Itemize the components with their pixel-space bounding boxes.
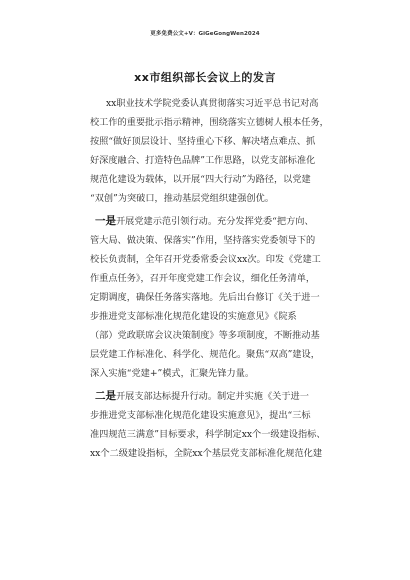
paragraph-1-line-1: xx职业技术学院党委认真贯彻落实习近平总书记对高 — [106, 98, 319, 109]
header-note: 更多免费公文+V：GiGeGongWen2024 — [150, 31, 260, 37]
paragraph-3-line-4: xx个二级建设指标，全院xx个基层党支部标准化规范化建 — [90, 448, 323, 459]
paragraph-2-lead: 一是 — [95, 215, 116, 227]
paragraph-3-line-1 — [95, 390, 351, 412]
paragraph-2-line-5: 定期调度，确保任务落实落地。先后出台修订《关于进一 — [90, 292, 320, 303]
paragraph-2-line-1 — [95, 215, 351, 237]
paragraph-2-line-4: 作重点任务》，召开年度党建工作会议，细化任务清单， — [90, 273, 316, 284]
paragraph-1-line-3: 按照“做好顶层设计、坚持重心下移、解决堵点难点、抓 — [90, 136, 316, 147]
paragraph-1-line-4: 好深度融合、打造特色品牌”工作思路，以党支部标准化 — [90, 155, 316, 166]
paragraph-3-line-2: 步推进党支部标准化规范化建设实施意见》，提出“三标 — [90, 410, 311, 421]
paragraph-1-line-2: 校工作的重要批示指示精神，围绕落实立德树人根本任务， — [90, 117, 329, 128]
paragraph-2-line-2: 管大局、做决策、保落实”作用，坚持落实党委领导下的 — [90, 235, 316, 246]
paragraph-3-line-1-text: 开展支部达标提升行动。制定并实施《关于进一 — [116, 391, 309, 402]
paragraph-3-line-3: 准四规范三满意”目标要求，科学制定xx个一级建设指标、 — [90, 429, 326, 440]
paragraph-2-line-9: 深入实施“党建+”模式，汇聚先锋力量。 — [90, 368, 255, 379]
paragraph-2-line-6: 步推进党支部标准化规范化建设的实施意见》《院系 — [90, 311, 297, 322]
document-title: xx市组织部长会议上的发言 — [134, 71, 276, 84]
paragraph-1-line-6: “双创”为突破口，推动基层党组织建强创优。 — [90, 193, 274, 204]
paragraph-2-line-8: 层党建工作标准化、科学化、规范化。聚焦“双高”建设， — [90, 349, 320, 360]
paragraph-3-lead: 二是 — [95, 390, 116, 402]
paragraph-2-line-1-text: 开展党建示范引领行动。充分发挥党委“把方向、 — [116, 216, 314, 227]
paragraph-2-line-3: 校长负责制，全年召开党委常委会议xx次。印发《党建工 — [90, 254, 321, 265]
paragraph-1-line-5: 规范化建设为载体，以开展“四大行动”为路径，以党建 — [90, 174, 311, 185]
paragraph-2-line-7: （部）党政联席会议决策制度》等多项制度，不断推动基 — [90, 330, 320, 341]
